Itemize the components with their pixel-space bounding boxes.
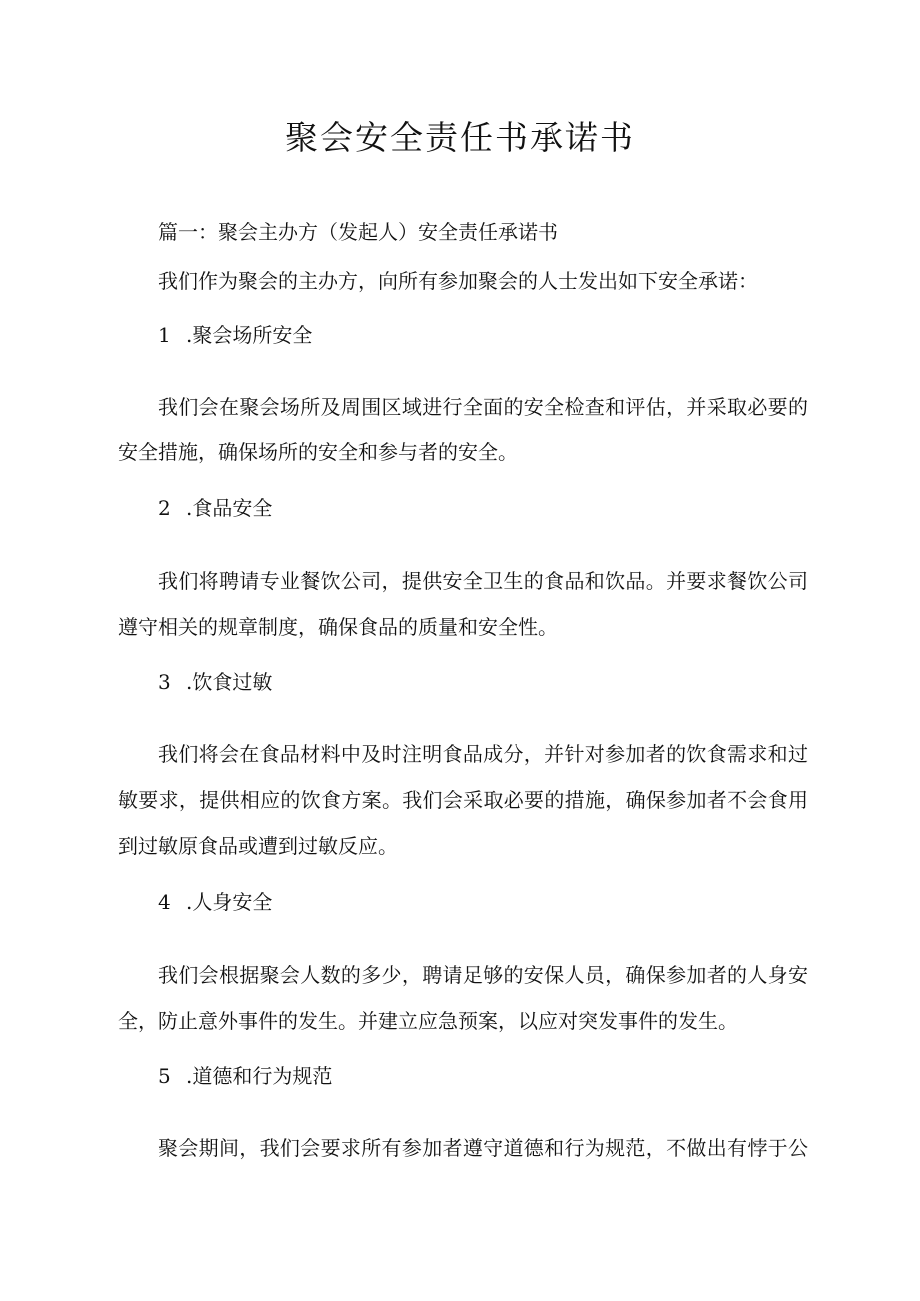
paragraph-line: 遵守相关的规章制度，确保食品的质量和安全性。 — [118, 615, 558, 639]
section-heading-2 — [158, 493, 848, 523]
section-heading-text: .人身安全 — [186, 890, 273, 914]
paragraph-line: 安全措施，确保场所的安全和参与者的安全。 — [118, 440, 518, 464]
paragraph-line: 我们会在聚会场所及周围区域进行全面的安全检查和评估，并采取必要的 — [158, 395, 808, 419]
paragraph-line: 我们会根据聚会人数的多少，聘请足够的安保人员，确保参加者的人身安 — [158, 963, 808, 987]
section-number: 2 — [158, 496, 171, 520]
paragraph-line: 聚会期间，我们会要求所有参加者遵守道德和行为规范，不做出有悖于公 — [158, 1136, 808, 1160]
section-heading-text: .道德和行为规范 — [186, 1064, 333, 1088]
paragraph-line: 我们将会在食品材料中及时注明食品成分，并针对参加者的饮食需求和过 — [158, 742, 808, 766]
section-heading-3 — [158, 667, 848, 697]
paragraph-line: 我们将聘请专业餐饮公司，提供安全卫生的食品和饮品。并要求餐饮公司 — [158, 569, 808, 593]
section-heading-text: .饮食过敏 — [186, 670, 273, 694]
section-number: 3 — [158, 670, 171, 694]
paragraph-line: 敏要求，提供相应的饮食方案。我们会采取必要的措施，确保参加者不会食用 — [118, 788, 808, 812]
document-title: 聚会安全责任书承诺书 — [285, 118, 635, 157]
section-heading-4 — [158, 887, 848, 917]
section-number: 4 — [158, 890, 171, 914]
section-number: 1 — [158, 323, 171, 347]
paragraph-line: 到过敏原食品或遭到过敏反应。 — [118, 834, 398, 858]
paragraph-line: 全，防止意外事件的发生。并建立应急预案，以应对突发事件的发生。 — [118, 1009, 738, 1033]
section-heading-text: .聚会场所安全 — [186, 323, 313, 347]
section-heading-text: .食品安全 — [186, 496, 273, 520]
part-title: 篇一：聚会主办方（发起人）安全责任承诺书 — [158, 220, 558, 244]
section-heading-1 — [158, 320, 848, 350]
section-heading-5 — [158, 1061, 848, 1091]
section-number: 5 — [158, 1064, 171, 1088]
intro-paragraph: 我们作为聚会的主办方，向所有参加聚会的人士发出如下安全承诺： — [158, 269, 758, 293]
